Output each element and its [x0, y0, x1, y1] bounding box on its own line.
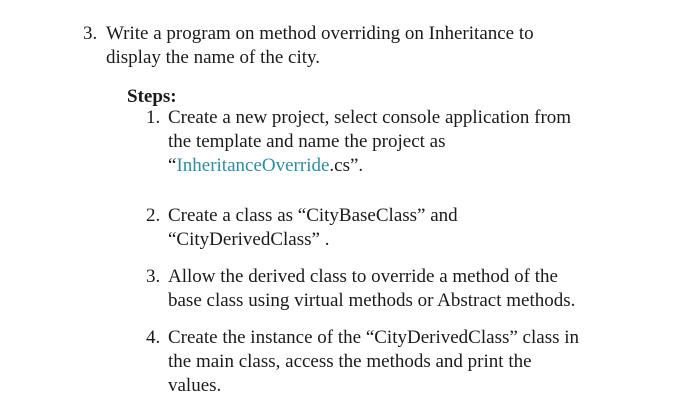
step-2-line-1: Create a class as “CityBaseClass” and [168, 205, 458, 226]
step-1-line-1: Create a new project, select console application from [168, 107, 572, 128]
step-3-line-2: base class using virtual methods or Abstract methods. [168, 290, 576, 311]
step-2-number: 2. [146, 205, 161, 226]
step-4-line-1: Create the instance of the “CityDerivedClass” class in [168, 327, 580, 348]
project-name-highlight: InheritanceOverride [176, 155, 330, 176]
question-text [106, 22, 626, 70]
step-2-text [168, 204, 638, 252]
step-3-text [168, 265, 638, 313]
step-2-line-2: “CityDerivedClass” . [168, 229, 330, 250]
step-3-number: 3. [146, 266, 161, 287]
question-number: 3. [83, 23, 98, 44]
step-1-text [168, 106, 638, 178]
step-4-number: 4. [146, 327, 161, 348]
step-4-text [168, 326, 638, 398]
step-1-line-3 [168, 154, 638, 178]
steps-heading: Steps: [127, 86, 177, 107]
question-line-2: display the name of the city. [106, 47, 321, 68]
step-3-line-1: Allow the derived class to override a method of the [168, 266, 558, 287]
step-1-extension: .cs”. [329, 155, 364, 176]
step-1-number: 1. [146, 107, 161, 128]
step-4-line-3: values. [168, 375, 222, 396]
step-1-open-quote: “ [168, 155, 177, 176]
step-1-line-2: the template and name the project as [168, 131, 446, 152]
question-line-1: Write a program on method overriding on Inheritance to [106, 23, 534, 44]
step-4-line-2: the main class, access the methods and print the [168, 351, 532, 372]
